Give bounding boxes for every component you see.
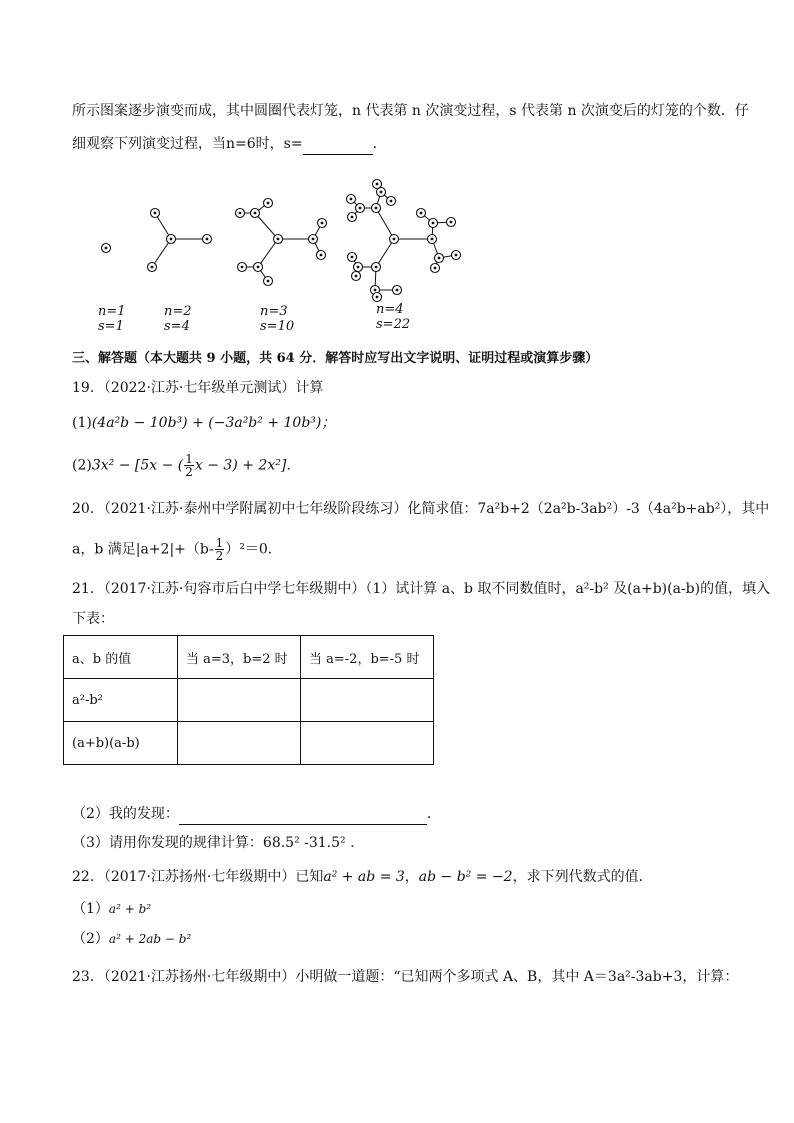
q22-head-b: ，求下列代数式的值． — [512, 869, 653, 885]
q20-line2-a: a，b 满足|a+2|+（b- — [72, 541, 214, 558]
lantern-icon — [348, 213, 357, 222]
label-n: n=3 — [260, 304, 288, 319]
table-header-cell: 当 a=-2，b=-5 时 — [301, 636, 434, 679]
q20-fraction — [215, 537, 225, 562]
label-n: n=2 — [164, 304, 192, 319]
label-s: s=10 — [260, 319, 295, 334]
table-answer-cell[interactable] — [301, 722, 434, 765]
q21-part3: （3）请用你发现的规律计算：68.5² -31.5² . — [72, 835, 355, 851]
lantern-icon — [372, 204, 381, 213]
lantern-icon — [347, 195, 356, 204]
lantern-icon — [251, 209, 260, 218]
table-header-cell: a、b 的值 — [64, 636, 178, 679]
lantern-icon — [274, 235, 283, 244]
table-answer-cell[interactable] — [178, 679, 301, 722]
lantern-icon — [429, 219, 438, 228]
q19-part2-label: (2) — [72, 457, 92, 474]
lantern-icon — [373, 180, 382, 189]
q19-part1 — [72, 413, 335, 433]
q18-line2-end: ． — [372, 136, 387, 152]
label-stage-1 — [98, 304, 126, 334]
fraction-numerator: 1 — [215, 536, 224, 550]
table-answer-cell[interactable] — [178, 722, 301, 765]
table-row-label: a²-b² — [64, 679, 178, 722]
q18-line2 — [72, 134, 387, 155]
lantern-icon — [238, 263, 247, 272]
lantern-icon — [354, 263, 363, 272]
label-s: s=4 — [164, 319, 190, 334]
q21-line1: 21．（2017·江苏·句容市后白中学七年级期中）（1）试计算 a、b 取不同数值时，a²-b² 及(a+b)(a-b)的值，填入 — [72, 581, 771, 597]
fraction-denominator: 2 — [215, 549, 224, 563]
q22-part2-expr: a² + 2ab − b² — [108, 932, 192, 946]
q22-part2 — [72, 929, 191, 949]
lantern-icon — [151, 209, 160, 218]
lantern-icon — [317, 251, 326, 260]
lantern-icon — [447, 218, 456, 227]
lantern-icon — [309, 235, 318, 244]
q19-part1-label: (1) — [72, 415, 92, 431]
lantern-icon — [264, 199, 273, 208]
table-row — [64, 722, 434, 765]
lantern-icon — [435, 254, 444, 263]
q22-condition-1: a² + ab = 3 — [323, 869, 405, 885]
q19-part2-a: 3x² − [5x − ( — [91, 457, 184, 474]
q21-table — [63, 635, 434, 765]
q21-line2: 下表： — [72, 611, 114, 627]
lantern-icon — [387, 197, 396, 206]
lantern-icon — [352, 272, 361, 281]
q18-line2-text: 细观察下列演变过程，当n=6时，s= — [72, 136, 303, 152]
q19-part1-expr: (4a²b − 10b³) + (−3a²b² + 10b³)； — [91, 415, 336, 431]
lantern-icon — [236, 209, 245, 218]
figure-lanterns — [102, 180, 461, 302]
q22-part1 — [72, 899, 151, 919]
q20-line2-b: ）²＝0． — [225, 541, 282, 558]
lantern-icon — [167, 235, 176, 244]
q20-line2 — [72, 537, 282, 562]
table-header-row — [64, 636, 434, 679]
q21-part2-end: . — [426, 806, 432, 822]
lantern-icon — [372, 263, 381, 272]
label-stage-3 — [260, 304, 294, 334]
q22-condition-2: ab − b² = −2 — [418, 869, 513, 885]
table-row-label: (a+b)(a-b) — [64, 722, 178, 765]
fraction-numerator: 1 — [185, 452, 193, 466]
lantern-icon — [102, 244, 111, 253]
q22-part1-label: （1） — [72, 901, 109, 917]
lantern-icon — [373, 293, 382, 302]
lantern-icon — [318, 219, 327, 228]
lantern-icon — [203, 235, 212, 244]
label-n: n=4 — [376, 302, 404, 317]
q19-part2 — [72, 453, 300, 478]
lantern-icon — [356, 204, 365, 213]
q20-line1: 20．（2021·江苏·泰州中学附属初中七年级阶段练习）化简求值：7a²b+2（2a²b-3ab²）-3（4a²b+ab²），其中 — [72, 501, 770, 517]
q22-separator: ， — [404, 869, 419, 885]
table-answer-cell[interactable] — [301, 679, 434, 722]
q18-answer-blank[interactable] — [303, 134, 373, 155]
label-s: s=1 — [98, 319, 124, 334]
q22-head — [72, 867, 653, 887]
q22-head-a: 22．（2017·江苏扬州·七年级期中）已知 — [72, 869, 324, 885]
q19-fraction — [184, 453, 194, 478]
q21-discovery-blank[interactable] — [179, 804, 427, 825]
table-row — [64, 679, 434, 722]
lantern-icon — [393, 286, 402, 295]
label-stage-2 — [164, 304, 192, 334]
lantern-icon — [428, 235, 437, 244]
lantern-icon — [452, 251, 461, 260]
lantern-icon — [264, 277, 273, 286]
lantern-icon — [254, 263, 263, 272]
lantern-icon — [431, 264, 440, 273]
lantern-icon — [417, 209, 426, 218]
section-title: 三、解答题（本大题共 9 小题，共 64 分．解答时应写出文字说明、证明过程或演算步骤） — [72, 351, 599, 366]
lantern-icon — [348, 253, 357, 262]
q21-part2-text: （2）我的发现： — [72, 806, 179, 822]
label-n: n=1 — [98, 304, 126, 319]
label-s: s=22 — [376, 317, 411, 332]
figure-edges — [152, 185, 456, 296]
q19-head: 19．（2022·江苏·七年级单元测试）计算 — [72, 380, 324, 396]
lantern-icon — [148, 263, 157, 272]
q19-part2-b: x − 3) + 2x²]． — [194, 457, 301, 474]
label-stage-4 — [376, 302, 410, 332]
q21-part2 — [72, 804, 431, 825]
q22-part1-expr: a² + b² — [108, 902, 152, 916]
q22-part2-label: （2） — [72, 931, 109, 947]
q23-line1: 23．（2021·江苏扬州·七年级期中）小明做一道题：“已知两个多项式 A、B，其中 A＝3a²-3ab+3，计算： — [72, 969, 739, 985]
fraction-denominator: 2 — [185, 465, 193, 479]
table-header-cell: 当 a=3，b=2 时 — [178, 636, 301, 679]
lantern-icon — [390, 235, 399, 244]
q18-line1: 所示图案逐步演变而成，其中圆圈代表灯笼，n 代表第 n 次演变过程，s 代表第 n 次演变后的灯笼的个数．仔 — [72, 103, 749, 119]
